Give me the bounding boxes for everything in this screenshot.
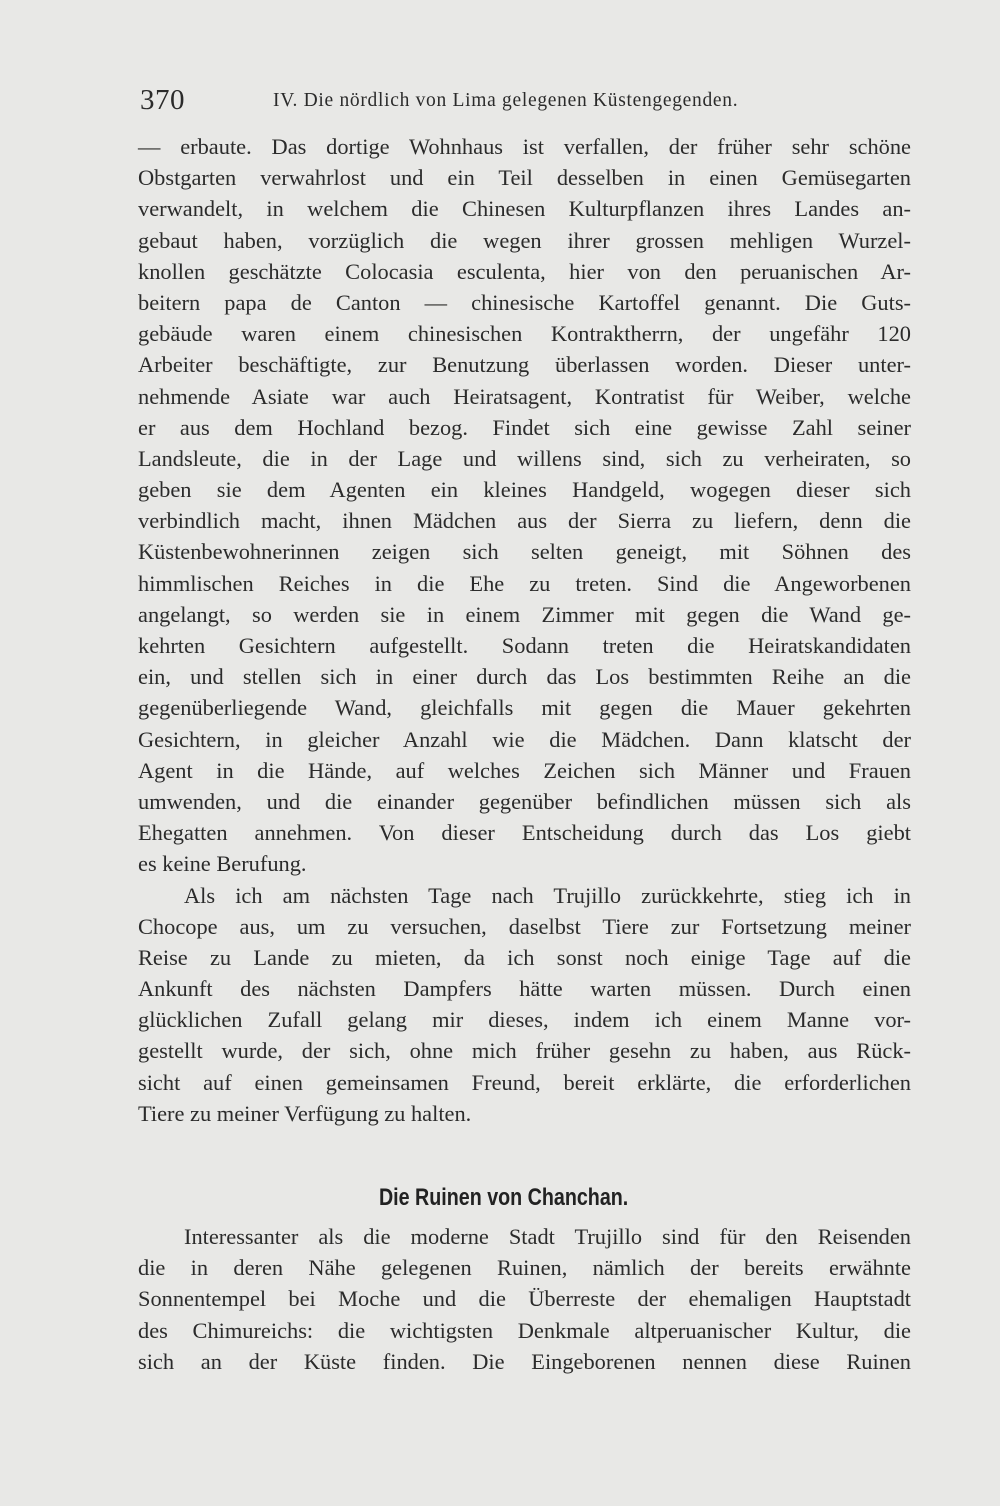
- text-line: Obstgarten verwahrlost und ein Teil desselben in einen Gemüsegarten: [138, 165, 911, 191]
- text-line: verbindlich macht, ihnen Mädchen aus der Sierra zu liefern, denn die: [138, 508, 911, 534]
- section-heading: Die Ruinen von Chanchan.: [378, 1184, 629, 1211]
- text-line: — erbaute. Das dortige Wohnhaus ist verfallen, der früher sehr schöne: [138, 134, 911, 159]
- text-line: Als ich am nächsten Tage nach Trujillo zurückkehrte, stieg ich in: [184, 882, 911, 908]
- text-line: Küstenbewohnerinnen zeigen sich selten geneigt, mit Söhnen des: [138, 539, 911, 565]
- text-line: sicht auf einen gemeinsamen Freund, bereit erklärte, die erforderlichen: [138, 1069, 911, 1095]
- text-line: gebaut haben, vorzüglich die wegen ihrer grossen mehligen Wurzel-: [138, 227, 911, 253]
- text-line: ein, und stellen sich in einer durch das Los bestimmten Reihe an die: [138, 664, 911, 690]
- page-number: 370: [140, 84, 185, 116]
- text-line: Landsleute, die in der Lage und willens sind, sich zu verheiraten, so: [138, 445, 911, 471]
- text-line: geben sie dem Agenten ein kleines Handgeld, wogegen dieser sich: [138, 477, 911, 503]
- section-body-text: [138, 1221, 911, 1377]
- text-line: nehmende Asiate war auch Heiratsagent, Kontratist für Weiber, welche: [138, 383, 911, 409]
- paragraph: [138, 880, 911, 1130]
- text-line: verwandelt, in welchem die Chinesen Kulturpflanzen ihres Landes an-: [138, 196, 911, 222]
- text-line: umwenden, und die einander gegenüber befindlichen müssen sich als: [138, 788, 911, 814]
- text-line: angelangt, so werden sie in einem Zimmer mit gegen die Wand ge-: [138, 601, 911, 627]
- text-line: Tiere zu meiner Verfügung zu halten.: [138, 1100, 472, 1126]
- text-line: Agent in die Hände, auf welches Zeichen sich Männer und Frauen: [138, 757, 911, 783]
- paragraph: [138, 131, 911, 880]
- running-head: IV. Die nördlich von Lima gelegenen Küstengegenden.: [273, 90, 739, 111]
- page-header: [140, 84, 910, 118]
- text-line: glücklichen Zufall gelang mir dieses, indem ich einem Manne vor-: [138, 1007, 911, 1033]
- text-line: Sonnentempel bei Moche und die Überreste der ehemaligen Hauptstadt: [138, 1286, 911, 1312]
- text-line: Gesichtern, in gleicher Anzahl wie die Mädchen. Dann klatscht der: [138, 726, 911, 752]
- text-line: gestellt wurde, der sich, ohne mich früher gesehn zu haben, aus Rück-: [138, 1038, 911, 1064]
- text-line: er aus dem Hochland bezog. Findet sich eine gewisse Zahl seiner: [138, 414, 911, 440]
- text-line: Chocope aus, um zu versuchen, daselbst Tiere zur Fortsetzung meiner: [138, 913, 911, 939]
- text-line: Arbeiter beschäftigte, zur Benutzung überlassen worden. Dieser unter-: [138, 352, 911, 378]
- text-line: beitern papa de Canton — chinesische Kartoffel genannt. Die Guts-: [138, 289, 911, 315]
- text-line: sich an der Küste finden. Die Eingeborenen nennen diese Ruinen: [138, 1348, 911, 1374]
- text-line: des Chimureichs: die wichtigsten Denkmale altperuanischer Kultur, die: [138, 1317, 911, 1343]
- text-line: die in deren Nähe gelegenen Ruinen, nämlich der bereits erwähnte: [138, 1255, 911, 1281]
- text-line: Ankunft des nächsten Dampfers hätte warten müssen. Durch einen: [138, 976, 911, 1002]
- paragraph: [138, 1221, 911, 1377]
- text-line: himmlischen Reiches in die Ehe zu treten. Sind die Angeworbenen: [138, 570, 911, 596]
- text-line: Interessanter als die moderne Stadt Trujillo sind für den Reisenden: [184, 1224, 911, 1249]
- text-line: gegenüberliegende Wand, gleichfalls mit gegen die Mauer gekehrten: [138, 695, 911, 721]
- text-line: gebäude waren einem chinesischen Kontraktherrn, der ungefähr 120: [138, 321, 911, 347]
- text-line: es keine Berufung.: [138, 851, 307, 877]
- text-line: kehrten Gesichtern aufgestellt. Sodann treten die Heiratskandidaten: [138, 633, 911, 658]
- text-line: Reise zu Lande zu mieten, da ich sonst noch einige Tage auf die: [138, 944, 911, 970]
- text-line: knollen geschätzte Colocasia esculenta, hier von den peruanischen Ar-: [138, 258, 911, 284]
- text-line: Ehegatten annehmen. Von dieser Entscheidung durch das Los giebt: [138, 820, 911, 846]
- body-text: [138, 131, 911, 1129]
